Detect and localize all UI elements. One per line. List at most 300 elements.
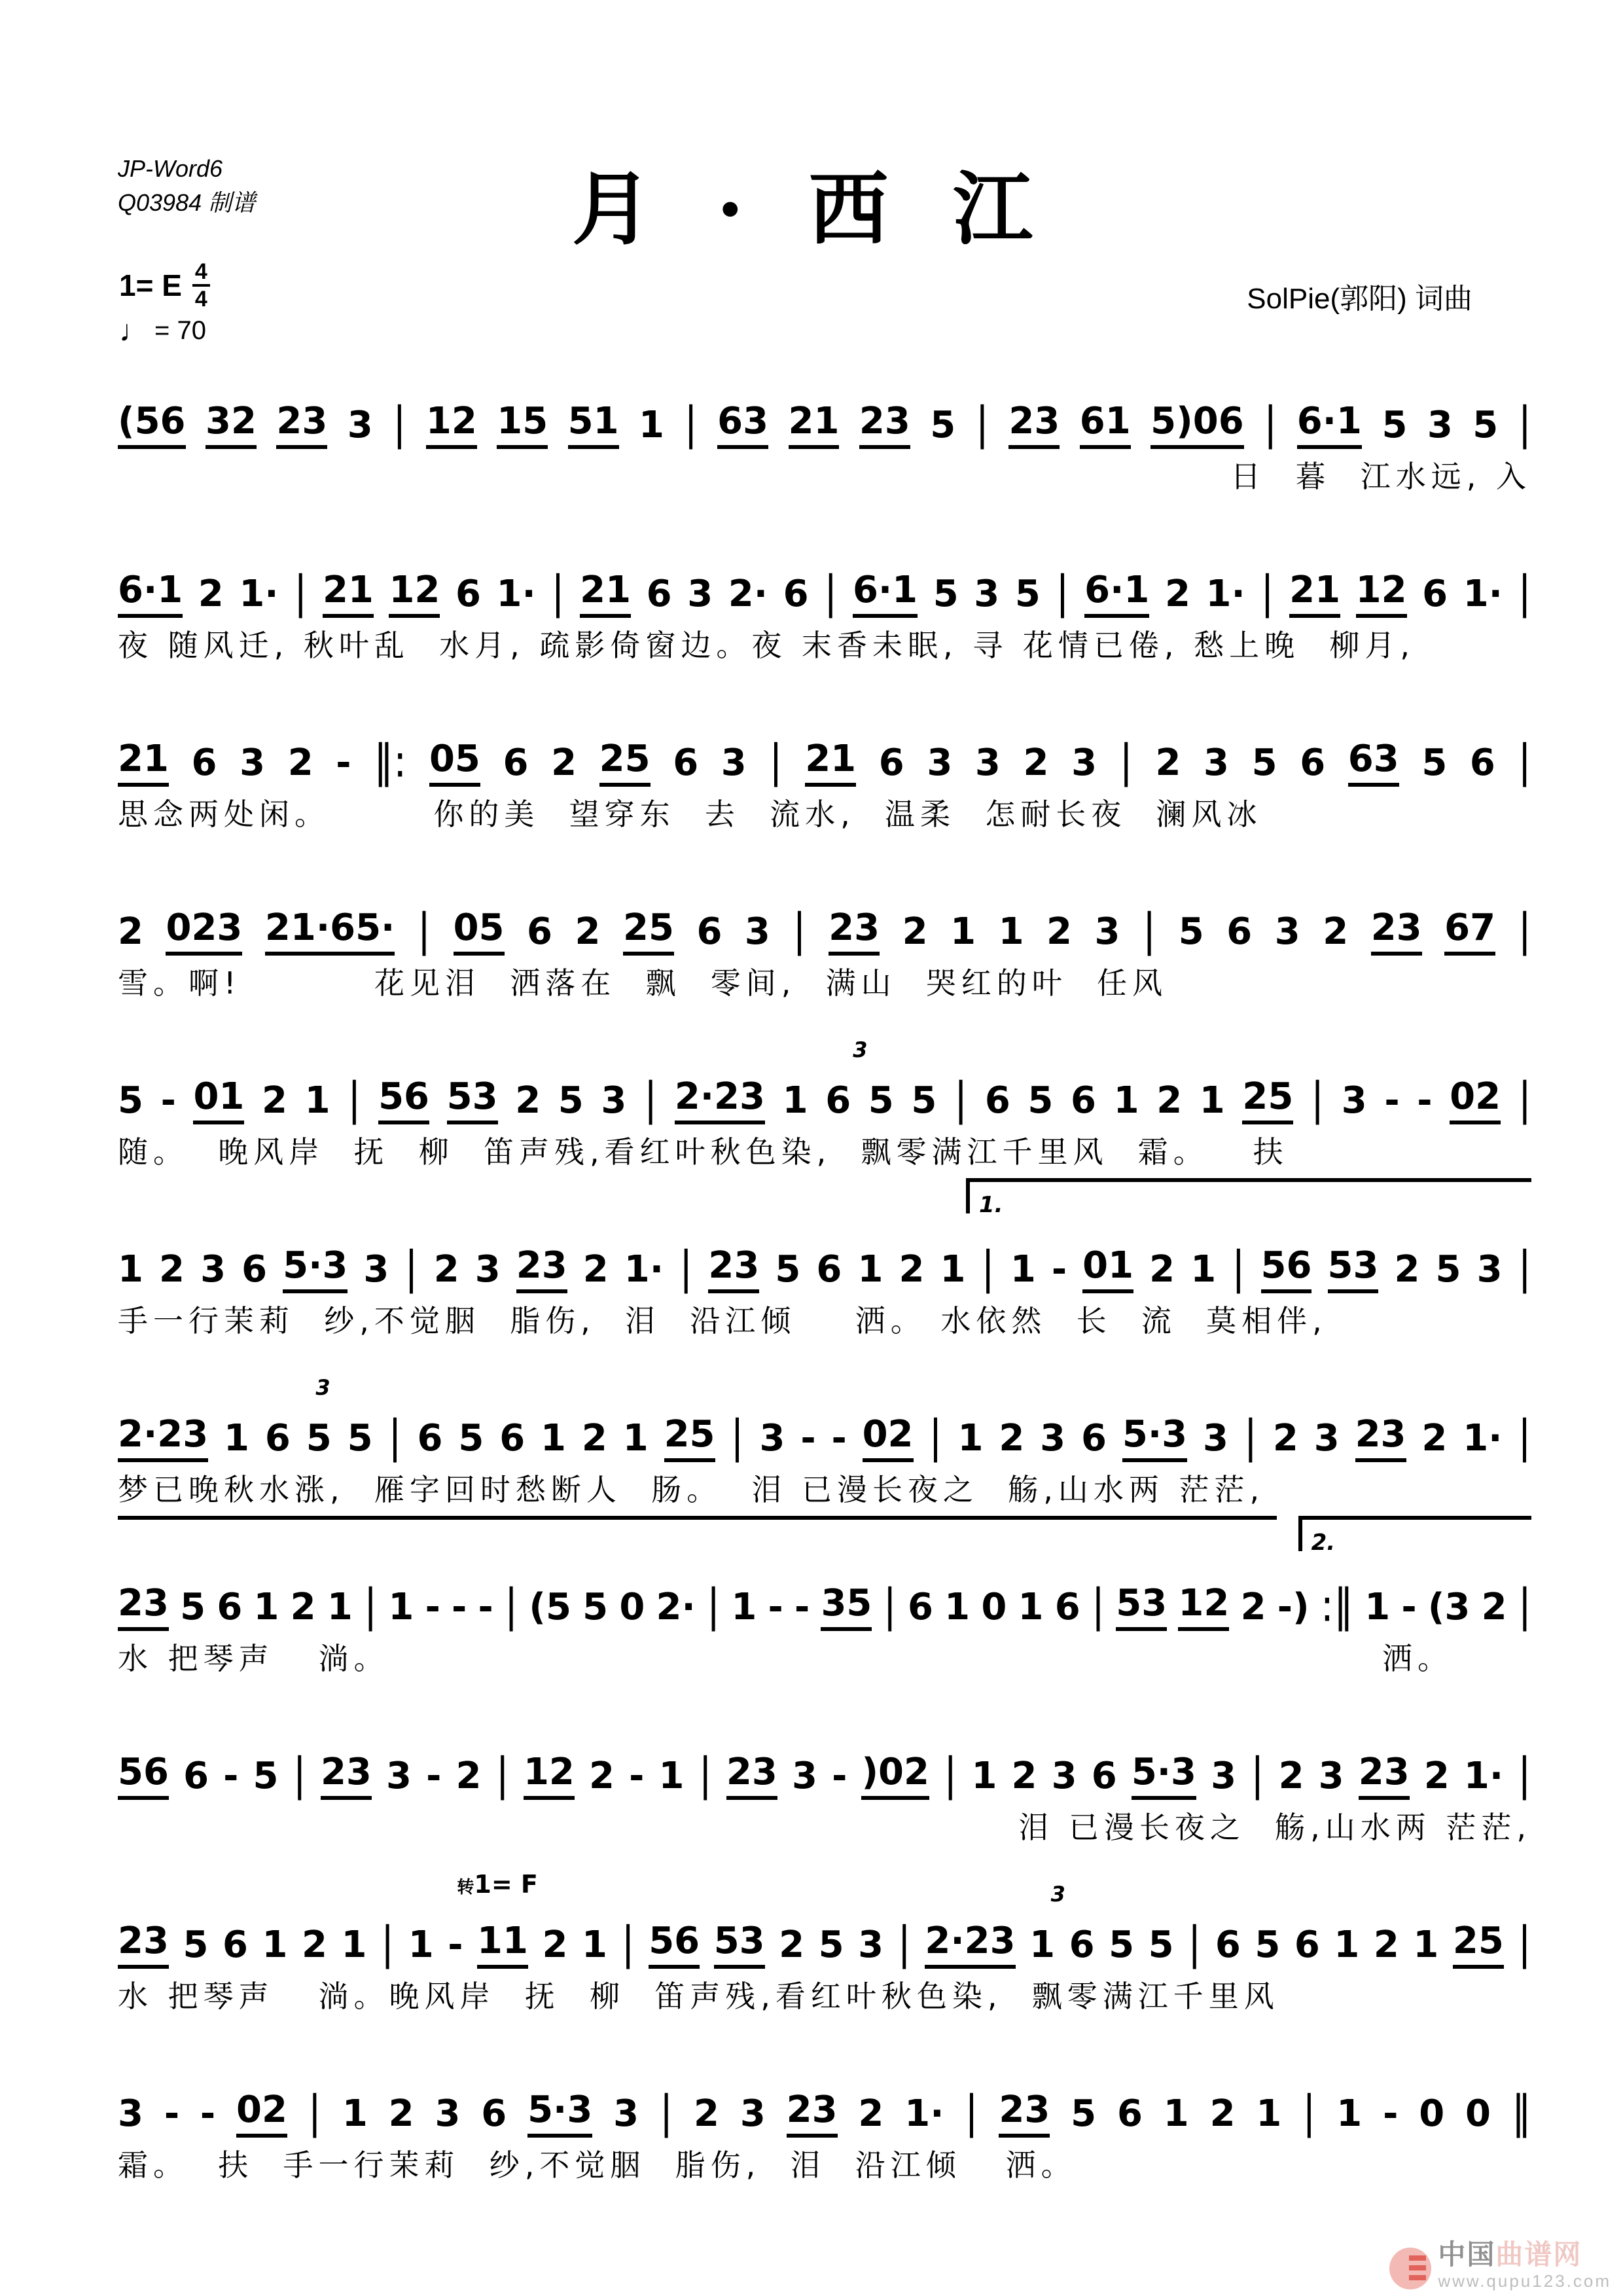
note-token: 6	[1116, 2092, 1143, 2135]
system-1	[118, 372, 1531, 497]
barline: |	[730, 1410, 744, 1463]
note-token: 2	[858, 2092, 884, 2135]
note-token: 6	[878, 742, 904, 784]
lyrics-line-11	[118, 2144, 1531, 2186]
note-token: 2	[1240, 1586, 1266, 1628]
note-token: 1·	[1463, 573, 1503, 615]
lyrics-left: 水 把琴声 淌。	[118, 1641, 389, 1676]
note-token: 2	[1149, 1248, 1175, 1291]
duration-dash: -)	[1277, 1586, 1310, 1628]
lyrics-line-2	[118, 624, 1531, 666]
note-token: 2	[301, 1924, 327, 1966]
barline: |	[1518, 397, 1531, 450]
system-7	[118, 1375, 1531, 1511]
barline: |	[897, 1917, 911, 1970]
note-token: )02	[861, 1754, 929, 1800]
note-token: 02	[1450, 1079, 1501, 1124]
note-token: 1	[940, 1248, 966, 1291]
note-token: 3	[974, 573, 1000, 615]
lyrics-line-9	[118, 1806, 1531, 1848]
note-token: 11	[477, 1923, 528, 1969]
lyrics-left: 霜。 扶 手一行茉莉 纱,不觉胭 脂伤, 泪 沿江倾 洒。	[118, 2147, 1077, 2183]
note-token: 0	[1465, 2092, 1491, 2135]
note-token: 12	[524, 1754, 575, 1800]
duration-dash: -	[1383, 2092, 1399, 2135]
note-token: 2	[1011, 1755, 1037, 1797]
note-token: 1	[224, 1417, 250, 1460]
volta-1-bracket	[966, 1178, 1531, 1218]
note-token: 1	[1018, 1586, 1044, 1628]
note-token: 1·	[239, 573, 279, 615]
note-token: 6	[217, 1586, 243, 1628]
qupu-logo-icon	[1389, 2248, 1431, 2289]
barline: :‖	[1320, 1579, 1353, 1632]
note-token: 1	[998, 910, 1024, 953]
note-token: 6	[241, 1248, 268, 1291]
note-token: 25	[1453, 1923, 1504, 1969]
note-token: 61	[1080, 403, 1131, 449]
note-token: 1	[304, 1079, 330, 1122]
duration-dash: -	[794, 1586, 810, 1628]
song-title: 月 · 西 江	[572, 162, 1051, 256]
note-token: 6	[1422, 573, 1448, 615]
note-token: 0	[619, 1586, 645, 1628]
note-token: 1·	[1205, 573, 1245, 615]
note-token: 6	[527, 910, 552, 953]
note-token: 6	[191, 742, 217, 784]
barline: |	[975, 397, 989, 450]
barline: |	[388, 1410, 402, 1463]
barline: |	[380, 1917, 395, 1970]
note-token: 3	[744, 910, 770, 953]
triplet-mark: 3	[1050, 1882, 1065, 1907]
note-token: 1	[262, 1924, 288, 1966]
barline: |	[883, 1579, 897, 1632]
note-token: 2·23	[118, 1416, 208, 1462]
note-token: 1	[1413, 1924, 1439, 1966]
note-token: 6	[646, 573, 672, 615]
lyrics-line-1	[118, 456, 1531, 497]
note-token: 1	[782, 1079, 808, 1122]
quarter-note-icon: ♩	[119, 314, 149, 348]
duration-dash: -	[1417, 1079, 1433, 1122]
note-token: 5	[1178, 910, 1204, 953]
note-token: 6	[825, 1079, 851, 1122]
note-token: 1	[341, 1924, 367, 1966]
lyrics-left: 思念两处闲。 你的美 望穿东 去 流水, 温柔 怎耐长夜 澜风冰	[118, 797, 1262, 832]
note-token: 1·	[496, 573, 536, 615]
note-token: 1	[1113, 1079, 1139, 1122]
note-token: 3	[1071, 742, 1097, 784]
note-token: 1	[1190, 1248, 1217, 1291]
notation-line-9	[118, 1723, 1531, 1800]
note-token: 3	[791, 1755, 817, 1797]
duration-dash: -	[448, 1924, 463, 1966]
duration-dash: -	[425, 1586, 440, 1628]
note-token: 3	[386, 1755, 412, 1797]
note-token: 2	[515, 1079, 541, 1122]
note-token: 12	[1356, 572, 1407, 618]
note-token: 23	[1008, 403, 1060, 449]
note-token: 0	[981, 1586, 1007, 1628]
watermark-url: www.qupu123.com	[1438, 2271, 1611, 2291]
note-token: 5	[911, 1079, 937, 1122]
score	[118, 372, 1531, 2229]
notation-line-7	[118, 1375, 1531, 1463]
note-token: 2	[1209, 2092, 1236, 2135]
lyrics-left: 手一行茉莉 纱,不觉胭 脂伤, 泪 沿江倾 洒。 水依然 长 流 莫相伴,	[118, 1303, 1327, 1338]
note-token: 6	[673, 742, 699, 784]
note-token: 3	[1313, 1417, 1340, 1460]
duration-dash: -	[629, 1755, 645, 1797]
note-token: 6	[696, 910, 722, 953]
notation-line-4	[118, 878, 1531, 956]
note-token: 0	[1419, 2092, 1445, 2135]
note-token: 2	[582, 1248, 609, 1291]
note-token: 2	[1156, 1079, 1183, 1122]
barline: |	[1518, 566, 1531, 619]
duration-dash: -	[800, 1417, 816, 1460]
barline: |	[348, 1073, 361, 1126]
note-token: 1	[857, 1248, 883, 1291]
note-token: 5	[1109, 1924, 1135, 1966]
note-token: 5·3	[1132, 1754, 1196, 1800]
note-token: 1	[1334, 1924, 1360, 1966]
lyrics-line-7	[118, 1469, 1531, 1511]
watermark-brand-cn: 中国	[1438, 2239, 1496, 2270]
note-token: 1·	[904, 2092, 944, 2135]
note-token: 3	[721, 742, 747, 784]
note-token: 2	[1481, 1586, 1507, 1628]
note-token: 5	[1071, 2092, 1097, 2135]
note-token: 12	[426, 403, 477, 449]
duration-dash: -	[336, 742, 351, 784]
note-token: 5	[775, 1248, 801, 1291]
note-token: 56	[649, 1923, 700, 1969]
note-token: 1	[1010, 1248, 1036, 1291]
note-token: 2	[1394, 1248, 1420, 1291]
note-token: 5	[558, 1079, 584, 1122]
barline: |	[954, 1073, 968, 1126]
note-token: 2	[1155, 742, 1181, 784]
note-token: (56	[118, 403, 186, 449]
note-token: 6·1	[1084, 572, 1149, 618]
note-token: 25	[1242, 1079, 1293, 1124]
note-token: 21·65·	[265, 910, 395, 956]
note-token: 1	[944, 1586, 971, 1628]
note-token: 67	[1444, 910, 1495, 956]
barline: |	[1091, 1579, 1105, 1632]
lyrics-line-3	[118, 793, 1531, 835]
duration-dash: -	[1384, 1079, 1400, 1122]
note-token: 15	[497, 403, 548, 449]
barline: |	[1310, 1073, 1325, 1126]
note-token: 01	[193, 1079, 244, 1124]
triplet-mark: 3	[853, 1037, 868, 1062]
note-token: 21	[323, 572, 374, 618]
note-token: 1·	[1463, 1755, 1504, 1797]
note-token: 2	[388, 2092, 414, 2135]
note-token: 3	[118, 2092, 143, 2135]
note-token: 3	[1476, 1248, 1503, 1291]
note-token: 3	[347, 404, 373, 446]
note-token: 6	[264, 1417, 291, 1460]
note-token: 5	[582, 1586, 609, 1628]
note-token: 6	[1081, 1417, 1107, 1460]
note-token: 5	[180, 1586, 206, 1628]
note-token: 3	[601, 1079, 627, 1122]
note-token: 6	[1469, 742, 1495, 784]
note-token: 3	[1211, 1755, 1237, 1797]
note-token: 1	[1336, 2092, 1363, 2135]
note-token: 3	[474, 1248, 501, 1291]
barline: |	[1518, 1242, 1531, 1295]
note-token: 23	[276, 403, 327, 449]
note-token: 21	[1289, 572, 1340, 618]
barline: |	[965, 2086, 978, 2139]
note-token: 2	[575, 910, 601, 953]
barline: |	[1518, 1073, 1531, 1126]
duration-dash: -	[1401, 1586, 1417, 1628]
barline: |	[1251, 1748, 1264, 1801]
note-token: 5	[183, 1924, 209, 1966]
duration-dash: -	[452, 1586, 467, 1628]
lyrics-left: 雪。啊! 花见泪 洒落在 飘 零间, 满山 哭红的叶 任风	[118, 965, 1168, 1001]
barline: |	[659, 2086, 673, 2139]
note-token: 2	[1164, 573, 1190, 615]
note-token: 023	[166, 910, 242, 956]
note-token: 6	[503, 742, 529, 784]
note-token: 5·3	[527, 2092, 592, 2138]
note-token: 5	[1435, 1248, 1461, 1291]
barline: |	[929, 1410, 942, 1463]
note-token: 1	[622, 1417, 649, 1460]
note-token: 2·23	[675, 1079, 765, 1124]
notation-line-3	[118, 709, 1531, 787]
note-token: 5	[306, 1417, 332, 1460]
system-5	[118, 1037, 1531, 1173]
duration-dash: -	[478, 1586, 493, 1628]
barline: |	[643, 1073, 658, 1126]
system-3	[118, 709, 1531, 835]
note-token: 53	[447, 1079, 498, 1124]
barline: |	[404, 1242, 418, 1295]
note-token: 6	[1071, 1079, 1096, 1122]
note-token: 5	[1472, 404, 1499, 446]
duration-dash: -	[832, 1755, 847, 1797]
note-token: 3	[687, 573, 713, 615]
notation-line-8	[118, 1530, 1531, 1632]
duration-dash: -	[160, 1079, 176, 1122]
note-token: 5)06	[1150, 403, 1244, 449]
note-token: 1	[1364, 1586, 1391, 1628]
note-token: 6	[1226, 910, 1253, 953]
time-signature-numerator: 4	[192, 260, 210, 287]
note-token: 5	[1014, 573, 1041, 615]
engraver-line1: JP-Word6	[118, 155, 223, 182]
note-token: 6	[222, 1924, 248, 1966]
note-token: 21	[580, 572, 631, 618]
note-token: 6	[183, 1755, 209, 1797]
note-token: 21	[805, 741, 856, 787]
note-token: 5	[1382, 404, 1408, 446]
note-token: 1·	[1463, 1417, 1503, 1460]
volta-1-extension	[118, 1516, 1277, 1520]
note-token: 2	[455, 1755, 482, 1797]
barline: |	[308, 2086, 321, 2139]
note-token: 12	[389, 572, 440, 618]
note-token: 01	[1082, 1247, 1133, 1293]
note-token: 32	[205, 403, 257, 449]
lyrics-line-6	[118, 1300, 1531, 1342]
barline: |	[981, 1242, 995, 1295]
lyrics-left: 随。 晚风岸 抚 柳 笛声残,看红叶秋色染, 飘零满江千里风 霜。 扶	[118, 1134, 1289, 1170]
note-token: 2	[1323, 910, 1349, 953]
note-token: 2	[1046, 910, 1073, 953]
note-token: 3	[740, 2092, 766, 2135]
note-token: 3	[613, 2092, 639, 2135]
lyrics-right: 日 暮 江水远, 入	[1230, 459, 1531, 494]
note-token: 25	[599, 741, 651, 787]
barline: |	[1518, 735, 1531, 788]
note-token: 2	[902, 910, 928, 953]
note-token: 5	[1251, 742, 1277, 784]
watermark-text	[1438, 2241, 1611, 2289]
note-token: 1	[342, 2092, 368, 2135]
note-token: 3	[435, 2092, 461, 2135]
lyrics-line-4	[118, 962, 1531, 1004]
note-token: 56	[1261, 1247, 1312, 1293]
note-token: 23	[726, 1754, 777, 1800]
note-token: 23	[516, 1247, 567, 1293]
note-token: 21	[118, 741, 169, 787]
note-token: 6·1	[1297, 403, 1362, 449]
time-signature	[192, 260, 210, 310]
barline: |	[1260, 566, 1274, 619]
note-token: 5	[253, 1755, 279, 1797]
barline: |	[621, 1917, 635, 1970]
note-token: 3	[1274, 910, 1300, 953]
barline: |	[1302, 2086, 1316, 2139]
note-token: 1·	[624, 1248, 664, 1291]
notation-line-5	[118, 1037, 1531, 1126]
barline: |	[417, 904, 431, 957]
barline: |	[293, 1748, 306, 1801]
note-token: 1	[541, 1417, 567, 1460]
time-signature-denominator: 4	[194, 287, 207, 312]
note-token: 1	[581, 1924, 607, 1966]
barline: |	[1264, 397, 1277, 450]
note-token: 1	[731, 1586, 757, 1628]
note-token: 5	[118, 1079, 143, 1122]
note-token: 1	[950, 910, 976, 953]
duration-dash: -	[1051, 1248, 1067, 1291]
note-token: 02	[236, 2092, 287, 2138]
system-6	[118, 1192, 1531, 1342]
note-token: 12	[1178, 1585, 1229, 1631]
duration-dash: -	[831, 1417, 847, 1460]
note-token: (3	[1427, 1586, 1471, 1628]
note-token: 5·3	[1122, 1416, 1187, 1462]
note-token: 6	[783, 573, 809, 615]
system-8	[118, 1530, 1531, 1679]
note-token: 5	[818, 1924, 844, 1966]
barline: |	[1518, 1917, 1531, 1970]
note-token: 2	[1272, 1417, 1298, 1460]
modulation-prefix: 转	[457, 1878, 474, 1897]
note-token: 6·1	[853, 572, 918, 618]
note-token: 3	[1204, 742, 1230, 784]
note-token: 5	[930, 404, 956, 446]
watermark-brand-qupu: 曲谱网	[1495, 2239, 1582, 2270]
note-token: 23	[118, 1923, 169, 1969]
barline: |	[393, 397, 406, 450]
lyrics-right: 洒。	[1382, 1641, 1453, 1676]
notation-line-2	[118, 541, 1531, 618]
note-token: 2	[542, 1924, 568, 1966]
note-token: 3	[240, 742, 266, 784]
note-token: 2	[262, 1079, 287, 1122]
note-token: 56	[378, 1079, 429, 1124]
engraver-line2: Q03984 制谱	[118, 189, 256, 216]
barline: |	[1232, 1242, 1245, 1295]
barline: |	[495, 1748, 509, 1801]
note-token: 1	[658, 1755, 685, 1797]
note-token: 5	[1255, 1924, 1281, 1966]
note-token: 23	[708, 1247, 759, 1293]
tempo-marking	[119, 313, 206, 348]
note-token: 6	[1069, 1924, 1095, 1966]
note-token: 1	[253, 1586, 279, 1628]
note-token: 2	[159, 1248, 185, 1291]
note-token: 2	[694, 2092, 719, 2135]
lyrics-left: 水 把琴声 淌。晚风岸 抚 柳 笛声残,看红叶秋色染, 飘零满江千里风	[118, 1979, 1279, 2014]
note-token: 05	[454, 910, 505, 956]
note-token: 1	[408, 1924, 434, 1966]
note-token: 2	[1421, 1417, 1448, 1460]
note-token: 2	[551, 742, 577, 784]
note-token: 2	[1023, 742, 1049, 784]
note-token: 2	[1278, 1755, 1304, 1797]
note-token: 1	[118, 1248, 143, 1291]
note-token: 23	[1359, 1754, 1410, 1800]
note-token: 3	[1094, 910, 1120, 953]
note-token: 6	[455, 573, 481, 615]
note-token: 23	[829, 910, 880, 956]
barline: ‖	[1511, 2086, 1531, 2139]
note-token: 6·1	[118, 572, 183, 618]
note-token: 25	[623, 910, 674, 956]
note-token: 2	[290, 1586, 316, 1628]
duration-dash: -	[768, 1586, 783, 1628]
note-token: 5·3	[283, 1247, 348, 1293]
barline: |	[1188, 1917, 1202, 1970]
lyrics-line-10	[118, 1975, 1531, 2017]
note-token: 23	[859, 403, 910, 449]
note-token: 63	[717, 403, 768, 449]
note-token: 2	[589, 1755, 615, 1797]
note-token: 2	[1423, 1755, 1450, 1797]
note-token: 53	[1328, 1247, 1379, 1293]
note-token: 1	[327, 1586, 353, 1628]
barline: |	[944, 1748, 957, 1801]
note-token: 3	[1040, 1417, 1066, 1460]
note-token: 2	[287, 742, 313, 784]
lyrics-left: 梦已晚秋水涨, 雁字回时愁断人 肠。 泪 已漫长夜之 觞,山水两 茫茫,	[118, 1472, 1265, 1507]
note-token: 6	[1294, 1924, 1320, 1966]
tempo-value: = 70	[154, 315, 206, 345]
note-token: 5	[1027, 1079, 1054, 1122]
